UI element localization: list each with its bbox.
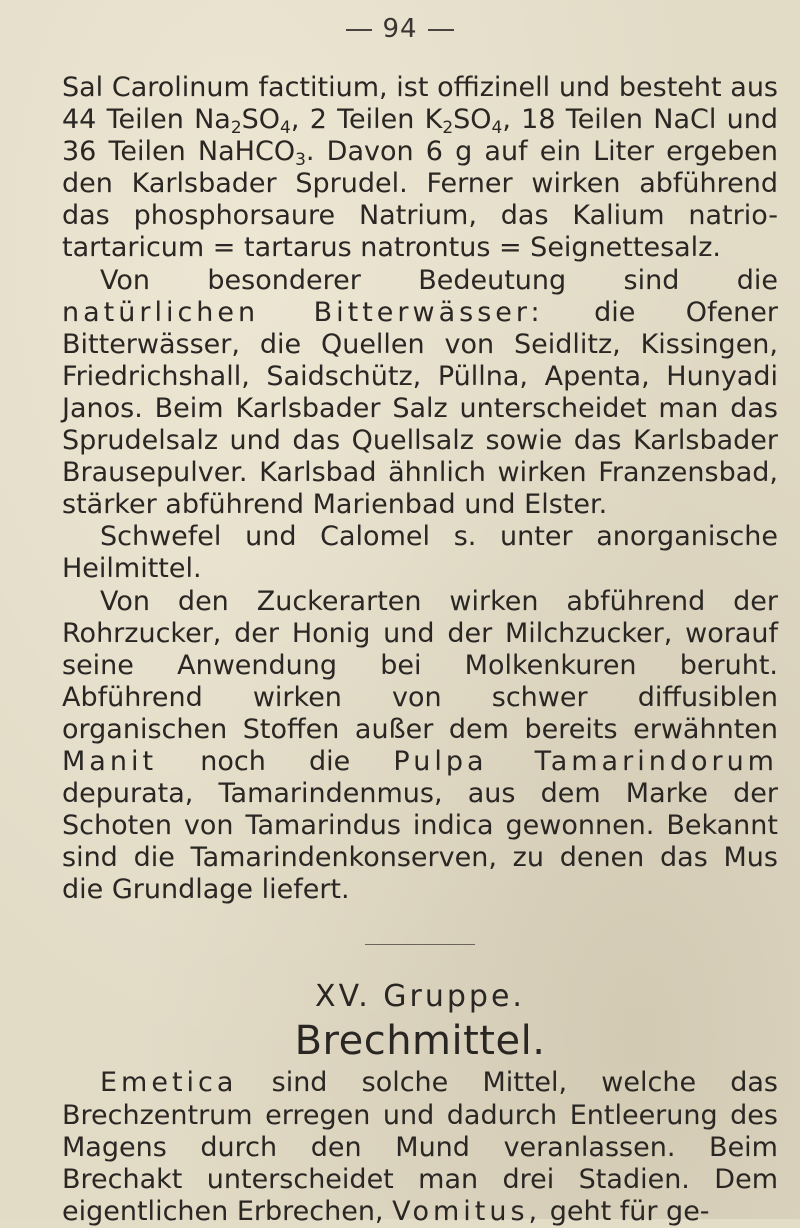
subscript: 3 [295, 150, 306, 171]
text-run: sind solche Mittel, welche das Brechzentrum erregen und dadurch Entleerung des Magens durch den Mund veranlassen. Beim Brechakt unterscheidet man drei Stadien. Dem eigentlichen Erbrechen, [62, 1067, 778, 1227]
spaced-emphasis: natürlichen Bitterwässer: [62, 296, 544, 328]
text-run: Von besonderer Bedeutung sind die [100, 264, 778, 296]
body-text [62, 72, 778, 1228]
spaced-emphasis: Vomitus, [392, 1195, 542, 1227]
spaced-emphasis: Manit [62, 745, 158, 777]
paragraph-bitterwaesser [62, 265, 778, 522]
subscript: 2 [442, 118, 454, 139]
text-run: , 2 Teilen K [290, 104, 443, 136]
spaced-emphasis: Pulpa Tamarindorum [393, 745, 778, 777]
text-run: die Ofener Bitterwässer, die Quellen von Seidlitz, Kissingen, Friedrichshall, Saidschütz, Püllna, Apenta, Hunyadi Janos. Beim Karlsbader Salz unterscheidet man das Sprudelsalz und das Quellsalz sowie das Karlsbader Brausepulver. Karlsbad ähnlich wirken Franzensbad, stärker abführend Marienbad und Elster. [62, 296, 779, 521]
text-run: noch die [157, 745, 394, 777]
paragraph-sal-carolinum [62, 72, 778, 265]
paragraph-emetica [62, 1067, 778, 1227]
text-run: . Davon 6 g auf ein Liter ergeben den Karlsbader Sprudel. Ferner wirken abführend das phosphorsaure Natrium, das Kalium natrio-tartaricum = tartarus natrontus = Seignettesalz. [62, 136, 778, 264]
page-number: 94 [382, 14, 418, 44]
text-run: Sal Carolinum factitium, ist offizinell und besteht aus 44 Teilen Na [62, 72, 778, 136]
subscript: 4 [280, 118, 291, 139]
paragraph-schwefel: Schwefel und Calomel s. unter anorganische Heilmittel. [62, 521, 778, 585]
spaced-emphasis: Emetica [100, 1067, 238, 1099]
paragraph-zuckerarten [62, 586, 778, 907]
text-run: SO [453, 104, 492, 136]
text-run: SO [241, 104, 281, 136]
header-dash-right [428, 29, 454, 31]
subscript: 2 [230, 118, 242, 139]
subscript: 4 [491, 118, 503, 139]
group-heading: XV. Gruppe. [315, 979, 525, 1015]
page-header [0, 14, 800, 44]
text-run: geht für ge- [541, 1195, 710, 1227]
text-run: Von den Zuckerarten wirken abführend der Rohrzucker, der Honig und der Milchzucker, worauf seine Anwendung bei Molkenkuren beruht. Abführend wirken von schwer diffusiblen organischen Stoffen außer dem bereits erwähnten [62, 585, 778, 745]
header-dash-left [346, 29, 372, 31]
section-title: Brechmittel. [294, 1018, 546, 1065]
text-run: , 18 Teilen NaCl und 36 Teilen NaHCO [62, 104, 778, 168]
text-run: depurata, Tamarindenmus, aus dem Marke der Schoten von Tamarindus indica gewonnen. Bekannt sind die Tamarindenkonserven, zu denen das Mus die Grundlage liefert. [62, 778, 778, 906]
section-divider [365, 944, 475, 945]
